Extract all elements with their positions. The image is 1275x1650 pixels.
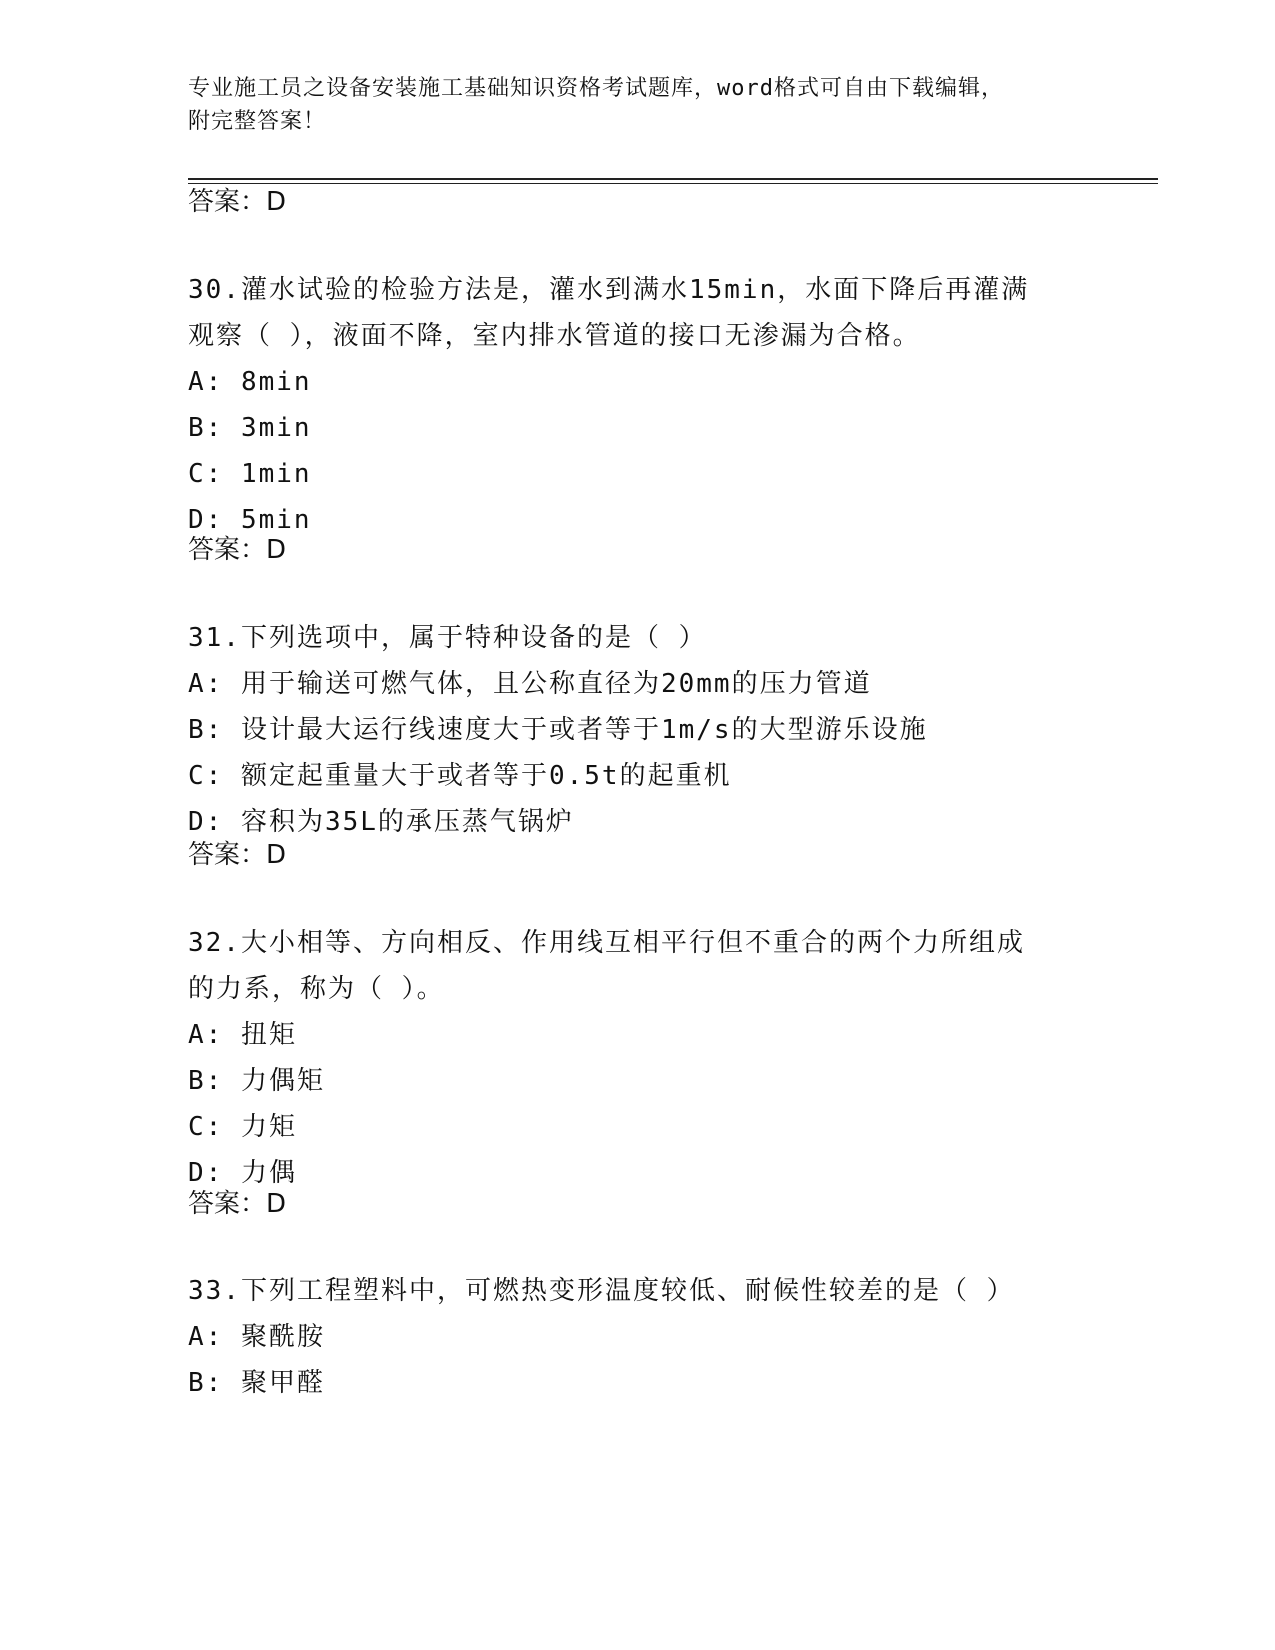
- question-block: [188, 267, 1158, 543]
- option-b: B: 3min: [188, 413, 312, 443]
- option-b: B: 聚甲醛: [188, 1368, 325, 1398]
- option-c: C: 1min: [188, 459, 312, 489]
- answer-label: 答案：D: [188, 187, 287, 217]
- option-a: A: 聚酰胺: [188, 1322, 325, 1352]
- question-stem: 30.灌水试验的检验方法是，灌水到满水15min，水面下降后再灌满观察（ ），液面不降，室内排水管道的接口无渗漏为合格。: [188, 275, 1030, 351]
- option-d: D: 容积为35L的承压蒸气锅炉: [188, 807, 574, 837]
- option-a: A: 用于输送可燃气体，且公称直径为20mm的压力管道: [188, 669, 872, 699]
- question-block: [188, 920, 1158, 1196]
- header-divider-thin: [188, 183, 1158, 184]
- answer-label: 答案：D: [188, 1189, 287, 1219]
- answer-label: 答案：D: [188, 840, 287, 870]
- option-a: A: 扭矩: [188, 1020, 297, 1050]
- option-c: C: 力矩: [188, 1112, 297, 1142]
- question-block: [188, 615, 1158, 845]
- answer-label: 答案：D: [188, 535, 287, 565]
- option-c: C: 额定起重量大于或者等于0.5t的起重机: [188, 761, 732, 791]
- option-b: B: 力偶矩: [188, 1066, 325, 1096]
- question-stem: 33.下列工程塑料中，可燃热变形温度较低、耐候性较差的是（ ）: [188, 1276, 1015, 1306]
- question-stem: 31.下列选项中，属于特种设备的是（ ）: [188, 623, 707, 653]
- question-block: [188, 1268, 1158, 1406]
- header-divider-thick: [188, 178, 1158, 180]
- document-header: 专业施工员之设备安装施工基础知识资格考试题库，word格式可自由下载编辑， 附完整答案！: [188, 76, 1004, 134]
- option-d: D: 5min: [188, 505, 312, 535]
- option-d: D: 力偶: [188, 1158, 297, 1188]
- question-stem: 32.大小相等、方向相反、作用线互相平行但不重合的两个力所组成的力系，称为（ ）。: [188, 928, 1025, 1004]
- option-a: A: 8min: [188, 367, 312, 397]
- document-page: [188, 0, 1158, 1650]
- option-b: B: 设计最大运行线速度大于或者等于1m/s的大型游乐设施: [188, 715, 928, 745]
